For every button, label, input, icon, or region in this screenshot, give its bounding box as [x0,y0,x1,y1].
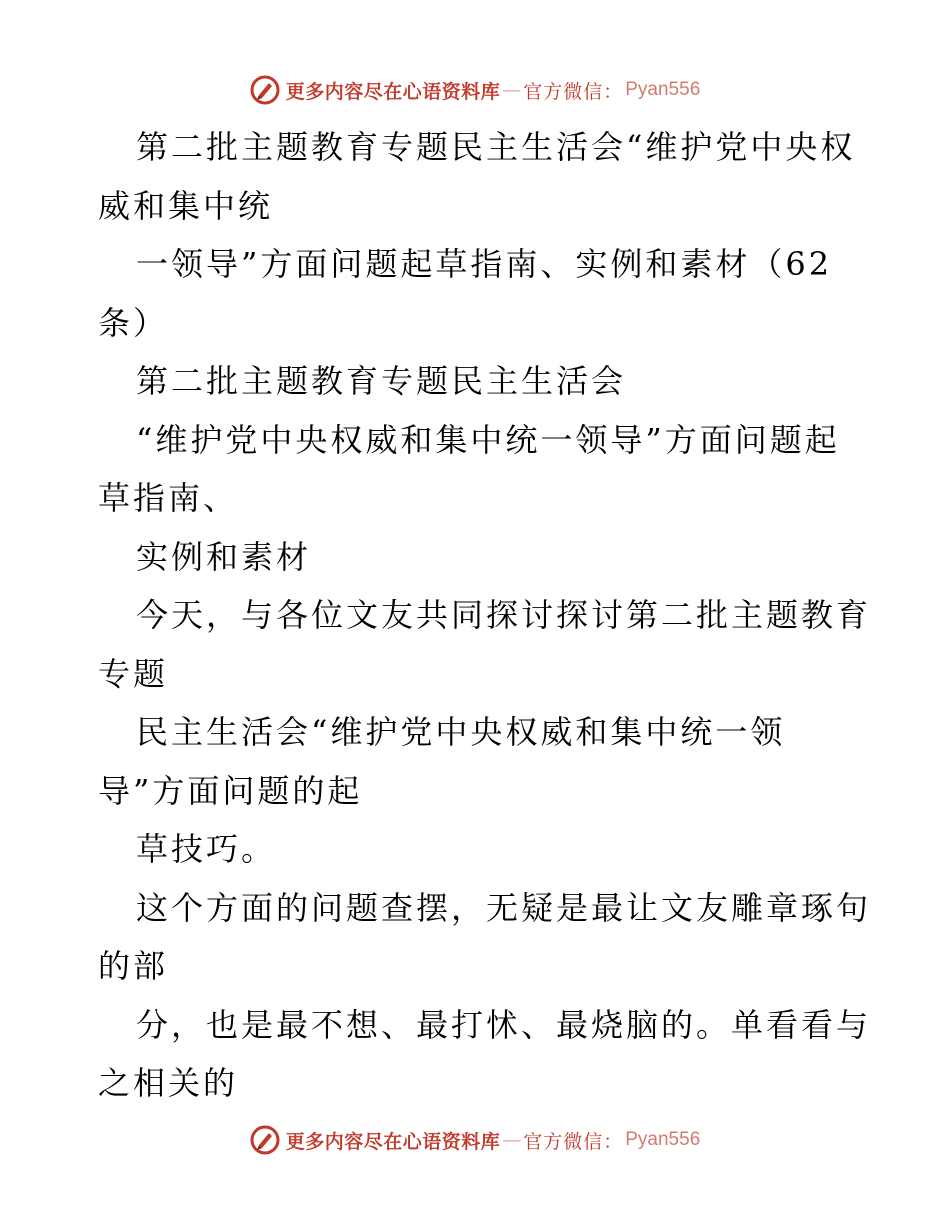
text-line: 草指南、 [98,479,239,517]
text-line: 专题 [98,654,169,693]
banner-dash: — [502,1129,522,1151]
banner-wechat-handle: Pyan556 [625,79,701,100]
text-line: 第二批主题教育专题民主生活会 [136,362,627,400]
banner-dash: — [502,79,522,101]
text-line: 条） [98,303,169,342]
text-line: 草技巧。 [136,830,277,868]
text-line: 第二批主题教育专题民主生活会“维护党中央权 [136,128,856,166]
document-body [98,118,872,1113]
header-watermark-banner [0,72,950,108]
text-line: 导”方面问题的起 [98,771,363,810]
text-line: “维护党中央权威和集中统一领导”方面问题起 [136,420,840,459]
banner-official-label: 官方微信： [523,1130,624,1153]
footer-watermark-banner [0,1122,950,1158]
text-line: 一领导”方面问题起草指南、实例和素材（62 [136,245,833,283]
banner-official-label: 官方微信： [523,80,624,103]
banner-brand-text: 更多内容尽在心语资料库 [285,80,501,103]
text-line: 威和集中统 [98,186,274,225]
pen-nib-logo-icon [250,1125,280,1155]
text-line: 民主生活会“维护党中央权威和集中统一领 [136,713,786,751]
pen-nib-logo-icon [250,75,280,105]
banner-brand-text: 更多内容尽在心语资料库 [285,1130,501,1153]
text-line: 今天，与各位文友共同探讨探讨第二批主题教育 [136,596,872,634]
text-line: 分，也是最不想、最打怵、最烧脑的。单看看与 [136,1005,872,1044]
banner-wechat-handle: Pyan556 [625,1129,701,1150]
text-line: 实例和素材 [136,537,312,576]
text-line: 之相关的 [98,1064,239,1102]
text-line: 的部 [98,947,169,985]
text-line: 这个方面的问题查摆，无疑是最让文友雕章琢句 [136,888,872,927]
